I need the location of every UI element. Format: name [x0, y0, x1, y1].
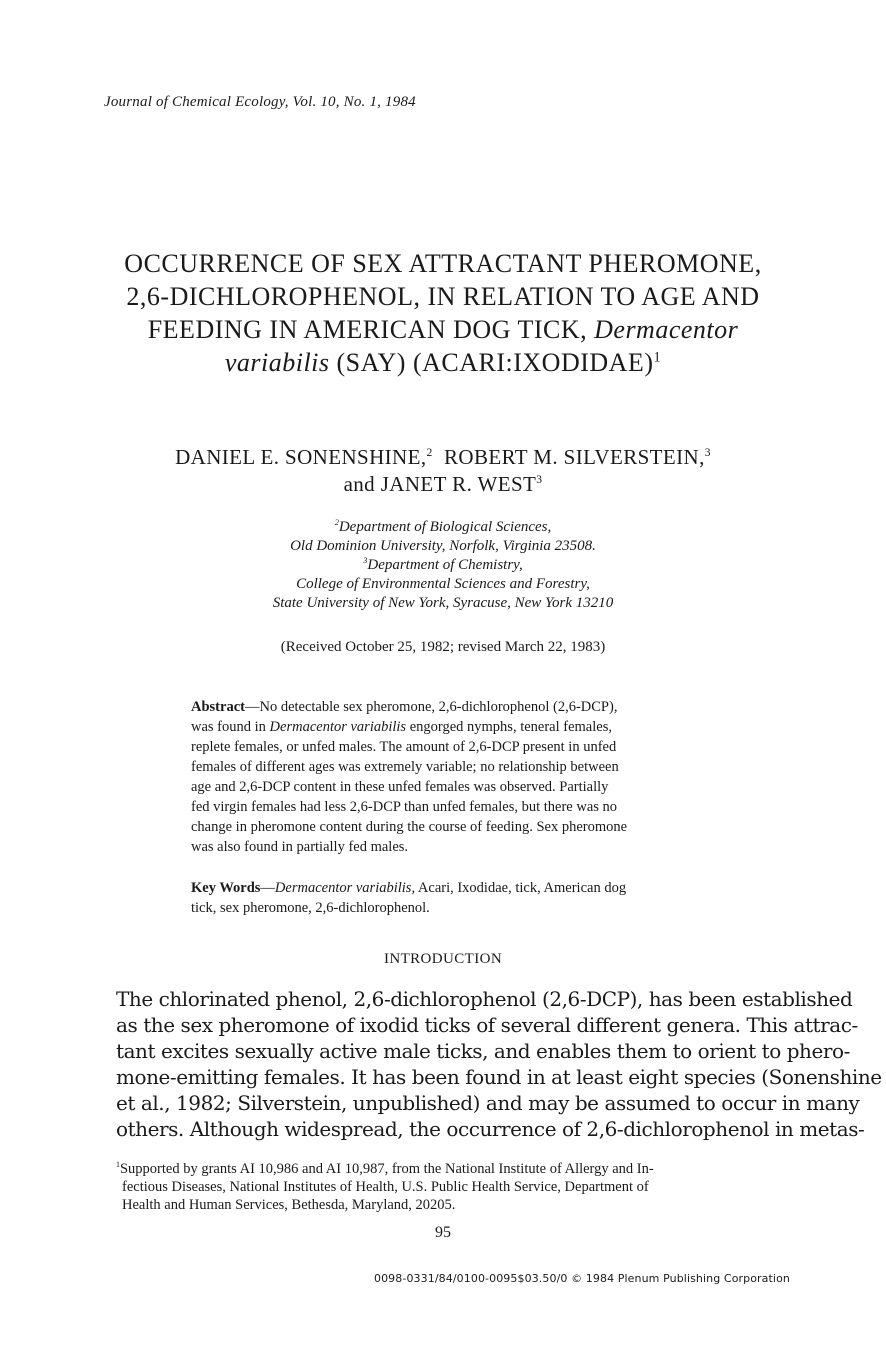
title-text: FEEDING IN AMERICAN DOG TICK,	[147, 315, 588, 344]
author-name: and JANET R. WEST	[343, 472, 537, 496]
abstract-text: was found in	[191, 719, 266, 735]
author-line	[60, 444, 826, 471]
received-dates: (Received October 25, 1982; revised March 22, 1983)	[280, 639, 606, 655]
abstract-line	[191, 697, 721, 717]
body-line: et al., 1982; Silverstein, unpublished) and may be assumed to occur in many	[116, 1091, 860, 1115]
body-line: tant excites sexually active male ticks, and enables them to orient to phero-	[116, 1039, 850, 1063]
title-line: OCCURRENCE OF SEX ATTRACTANT PHEROMONE,	[124, 249, 762, 278]
abstract-line: change in pheromone content during the course of feeding. Sex pheromone	[191, 819, 628, 835]
footnote-line	[116, 1160, 796, 1178]
affiliation-text: Department of Biological Sciences,	[338, 519, 552, 535]
abstract-line: females of different ages was extremely variable; no relationship between	[191, 759, 619, 775]
section-heading: INTRODUCTION	[383, 951, 503, 967]
title-line	[60, 346, 826, 379]
species-name: Dermacentor variabilis	[269, 719, 407, 735]
affiliation-text: Department of Chemistry,	[367, 557, 523, 573]
keywords-label: Key Words	[191, 880, 261, 896]
body-line: others. Although widespread, the occurrence of 2,6-dichlorophenol in metas-	[116, 1117, 865, 1141]
affiliation-marker: 3	[363, 556, 368, 565]
affiliation-marker: 3	[536, 474, 543, 486]
article-title	[60, 247, 826, 379]
author-name: ROBERT M. SILVERSTEIN,	[444, 445, 705, 469]
title-line	[60, 313, 826, 346]
title-species: variabilis	[224, 348, 330, 377]
affiliation-line: State University of New York, Syracuse, New York 13210	[272, 595, 614, 611]
body-text	[116, 986, 882, 1142]
footnote-marker: 1	[653, 349, 662, 366]
page-number: 95	[435, 1224, 451, 1241]
species-name: Dermacentor variabilis,	[274, 880, 416, 896]
journal-citation: Journal of Chemical Ecology, Vol. 10, No. 1, 1984	[104, 94, 416, 110]
footnote	[116, 1160, 796, 1214]
title-text: (SAY) (ACARI:IXODIDAE)	[336, 348, 654, 377]
abstract	[191, 697, 721, 857]
abstract-line: age and 2,6-DCP content in these unfed females was observed. Partially	[191, 779, 609, 795]
copyright-line: 0098-0331/84/0100-0095$03.50/0 © 1984 Plenum Publishing Corporation	[373, 1272, 790, 1285]
abstract-line	[191, 717, 721, 737]
body-line: mone-emitting females. It has been found in at least eight species (Sonenshine	[116, 1065, 882, 1089]
abstract-text: engorged nymphs, teneral females,	[409, 719, 612, 735]
affiliation-line	[60, 556, 826, 575]
affiliations	[60, 518, 826, 613]
key-words	[191, 878, 721, 918]
affiliation-line: College of Environmental Sciences and Forestry,	[296, 576, 590, 592]
footnote-line: fectious Diseases, National Institutes of Health, U.S. Public Health Service, Department of	[122, 1179, 649, 1195]
affiliation-line	[60, 518, 826, 537]
keywords-dash: —	[260, 880, 275, 896]
affiliation-marker: 3	[704, 447, 711, 459]
abstract-line: was also found in partially fed males.	[191, 839, 409, 855]
footnote-marker: 1	[116, 1160, 120, 1170]
abstract-text: —No detectable sex pheromone, 2,6-dichlorophenol (2,6-DCP),	[244, 699, 618, 715]
author-name: DANIEL E. SONENSHINE,	[175, 445, 427, 469]
keywords-line	[191, 878, 721, 898]
affiliation-marker: 2	[426, 447, 433, 459]
affiliation-marker: 2	[334, 518, 339, 527]
footnote-line: Health and Human Services, Bethesda, Maryland, 20205.	[122, 1197, 456, 1213]
author-line	[60, 471, 826, 498]
title-line: 2,6-DICHLOROPHENOL, IN RELATION TO AGE AND	[126, 282, 760, 311]
affiliation-line: Old Dominion University, Norfolk, Virginia 23508.	[290, 538, 596, 554]
abstract-line: replete females, or unfed males. The amount of 2,6-DCP present in unfed	[191, 739, 617, 755]
abstract-line: fed virgin females had less 2,6-DCP than unfed females, but there was no	[191, 799, 618, 815]
footnote-text: Supported by grants AI 10,986 and AI 10,987, from the National Institute of Allergy and In-	[119, 1161, 654, 1177]
keywords-text: Acari, Ixodidae, tick, American dog	[417, 880, 627, 896]
body-line: as the sex pheromone of ixodid ticks of several different genera. This attrac-	[116, 1013, 858, 1037]
author-list	[60, 444, 826, 498]
keywords-line: tick, sex pheromone, 2,6-dichlorophenol.	[191, 900, 430, 916]
abstract-label: Abstract	[191, 699, 245, 715]
body-line: The chlorinated phenol, 2,6-dichlorophenol (2,6-DCP), has been established	[116, 987, 853, 1011]
title-genus: Dermacentor	[594, 315, 739, 344]
